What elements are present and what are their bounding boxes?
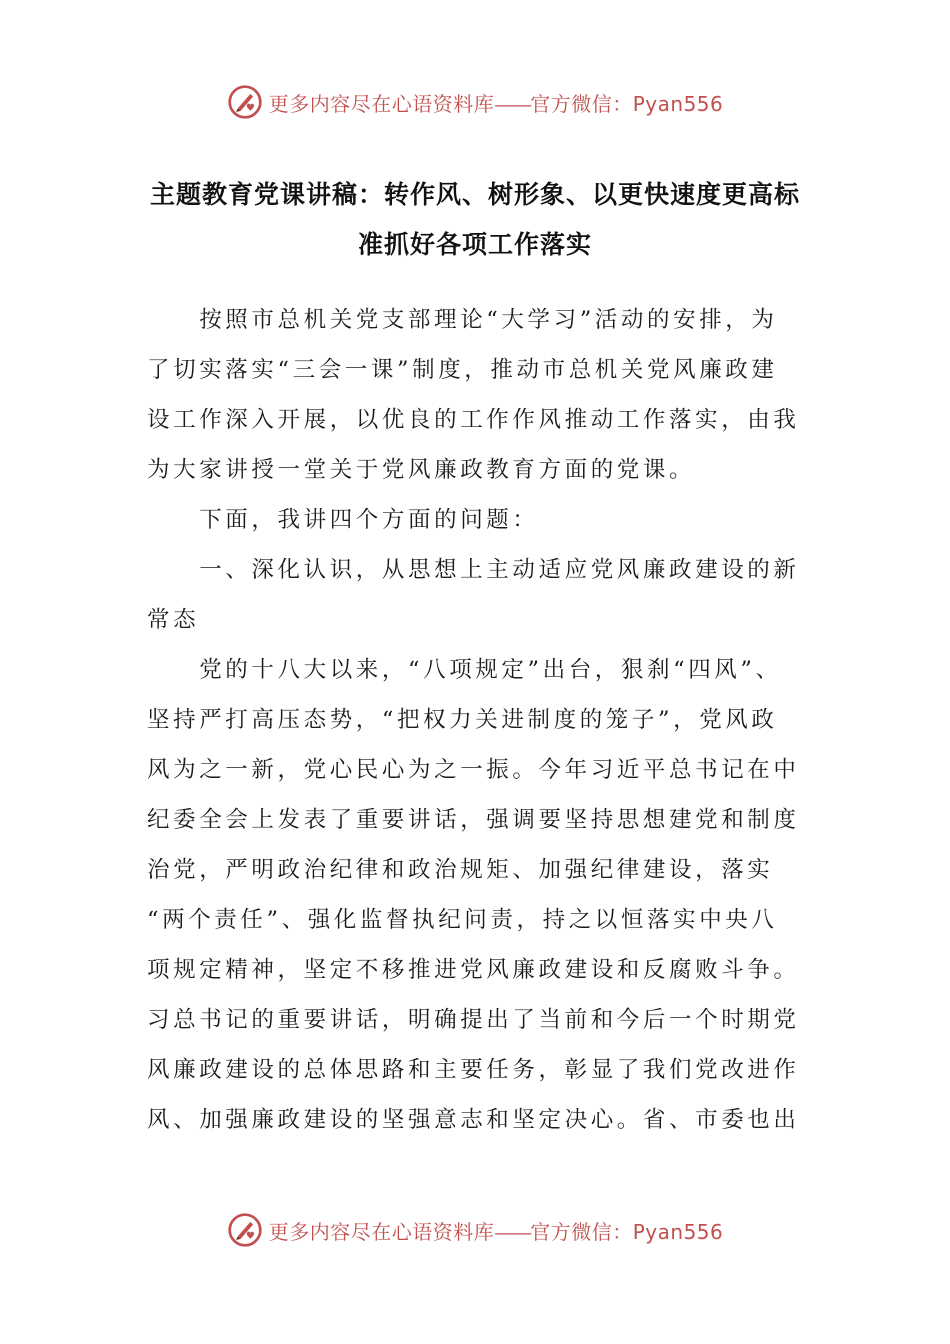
body-line: 治党，严明政治纪律和政治规矩、加强纪律建设，落实 bbox=[147, 857, 774, 883]
section-heading-line: 常态 bbox=[147, 607, 200, 633]
document-title bbox=[145, 170, 805, 270]
body-line: 按照市总机关党支部理论“大学习”活动的安排，为 bbox=[147, 307, 778, 333]
body-line: 风、加强廉政建设的坚强意志和坚定决心。省、市委也出 bbox=[147, 1107, 800, 1133]
watermark-banner-bottom bbox=[0, 1210, 950, 1250]
pen-heart-logo-icon bbox=[227, 84, 263, 120]
body-line: 下面，我讲四个方面的问题： bbox=[147, 507, 539, 533]
title-line: 主题教育党课讲稿：转作风、树形象、以更快速度更高标 bbox=[149, 180, 800, 209]
body-line: 坚持严打高压态势，“把权力关进制度的笼子”，党风政 bbox=[147, 707, 778, 733]
watermark-text: 更多内容尽在心语资料库——官方微信：Pyan556 bbox=[268, 91, 724, 116]
wechat-id: Pyan556 bbox=[632, 1219, 724, 1244]
body-line: 党的十八大以来，“八项规定”出台，狠刹“四风”、 bbox=[147, 657, 782, 683]
wechat-id: Pyan556 bbox=[632, 91, 724, 116]
title-line: 准抓好各项工作落实 bbox=[357, 230, 592, 259]
section-heading-line: 一、深化认识，从思想上主动适应党风廉政建设的新 bbox=[147, 557, 800, 583]
body-line: 风为之一新，党心民心为之一振。今年习近平总书记在中 bbox=[147, 757, 800, 783]
document-body bbox=[147, 295, 807, 1145]
watermark-banner-top bbox=[0, 82, 950, 122]
body-line: 风廉政建设的总体思路和主要任务，彰显了我们党改进作 bbox=[147, 1057, 800, 1083]
watermark-text: 更多内容尽在心语资料库——官方微信：Pyan556 bbox=[268, 1219, 724, 1244]
body-line: 设工作深入开展，以优良的工作作风推动工作落实，由我 bbox=[147, 407, 800, 433]
body-line: “两个责任”、强化监督执纪问责，持之以恒落实中央八 bbox=[147, 907, 778, 933]
body-line: 纪委全会上发表了重要讲话，强调要坚持思想建党和制度 bbox=[147, 807, 800, 833]
body-line: 项规定精神，坚定不移推进党风廉政建设和反腐败斗争。 bbox=[147, 957, 800, 983]
pen-heart-logo-icon bbox=[227, 1212, 263, 1248]
body-line: 习总书记的重要讲话，明确提出了当前和今后一个时期党 bbox=[147, 1007, 800, 1033]
body-line: 了切实落实“三会一课”制度，推动市总机关党风廉政建 bbox=[147, 357, 778, 383]
body-line: 为大家讲授一堂关于党风廉政教育方面的党课。 bbox=[147, 457, 696, 483]
